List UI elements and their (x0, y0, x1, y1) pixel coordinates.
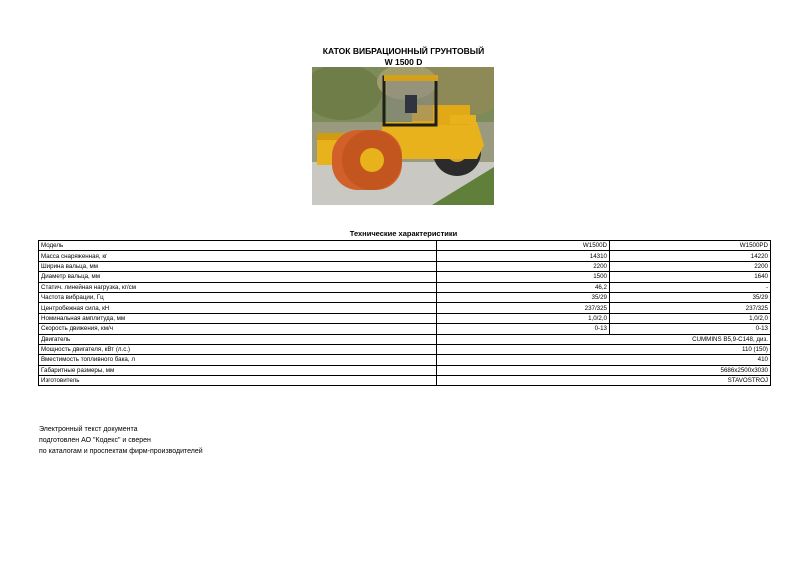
value-w1500pd: 1,0/2,0 (610, 313, 771, 323)
source-note (39, 424, 203, 457)
table-row (39, 261, 771, 271)
row-label: Ширина вальца, мм (39, 261, 437, 271)
row-label: Модель (39, 241, 437, 251)
table-row (39, 272, 771, 282)
table-row (39, 334, 771, 344)
row-label: Мощность двигателя, кВт (л.с.) (39, 344, 437, 354)
table-row (39, 355, 771, 365)
value-shared: CUMMINS B5,9-C148, диз. (437, 334, 771, 344)
value-w1500d: 0-13 (437, 324, 610, 334)
table-row (39, 324, 771, 334)
value-w1500pd: 2200 (610, 261, 771, 271)
value-shared: 110 (150) (437, 344, 771, 354)
row-label: Габаритные размеры, мм (39, 365, 437, 375)
value-w1500d: 46,2 (437, 282, 610, 292)
row-label: Изготовитель (39, 376, 437, 386)
value-w1500d: 1500 (437, 272, 610, 282)
row-label: Скорость движения, км/ч (39, 324, 437, 334)
value-w1500d: 2200 (437, 261, 610, 271)
specs-heading: Технические характеристики (349, 229, 458, 238)
value-w1500pd: 1640 (610, 272, 771, 282)
specs-table (38, 240, 771, 386)
table-row (39, 365, 771, 375)
value-shared: 5686x2500x3030 (437, 365, 771, 375)
value-w1500d: W1500D (437, 241, 610, 251)
vibratory-roller-photo (312, 67, 494, 205)
model-title: W 1500 D (384, 57, 423, 67)
row-label: Частота вибрации, Гц (39, 292, 437, 302)
row-label: Вместимость топливного бака, л (39, 355, 437, 365)
table-row (39, 376, 771, 386)
value-w1500pd: 14220 (610, 251, 771, 261)
table-row (39, 344, 771, 354)
table-row (39, 282, 771, 292)
row-label: Номинальная амплитуда, мм (39, 313, 437, 323)
table-row (39, 241, 771, 251)
source-note-line: подготовлен АО "Кодекс" и сверен (39, 437, 151, 444)
row-label: Масса снаряженная, кг (39, 251, 437, 261)
value-w1500d: 35/29 (437, 292, 610, 302)
value-w1500d: 1,0/2,0 (437, 313, 610, 323)
value-w1500d: 14310 (437, 251, 610, 261)
row-label: Двигатель (39, 334, 437, 344)
table-row (39, 292, 771, 302)
value-w1500d: 237/325 (437, 303, 610, 313)
table-row (39, 303, 771, 313)
value-shared: STAVOSTROJ (437, 376, 771, 386)
value-w1500pd: - (610, 282, 771, 292)
document-title: КАТОК ВИБРАЦИОННЫЙ ГРУНТОВЫЙ (322, 46, 485, 56)
value-w1500pd: W1500PD (610, 241, 771, 251)
value-shared: 410 (437, 355, 771, 365)
source-note-line: по каталогам и проспектам фирм-производителей (39, 448, 203, 455)
source-note-line: Электронный текст документа (39, 426, 138, 433)
row-label: Центробежная сила, кН (39, 303, 437, 313)
value-w1500pd: 237/325 (610, 303, 771, 313)
value-w1500pd: 35/29 (610, 292, 771, 302)
table-row (39, 313, 771, 323)
value-w1500pd: 0-13 (610, 324, 771, 334)
row-label: Диаметр вальца, мм (39, 272, 437, 282)
row-label: Статич. линейная нагрузка, кг/см (39, 282, 437, 292)
table-row (39, 251, 771, 261)
